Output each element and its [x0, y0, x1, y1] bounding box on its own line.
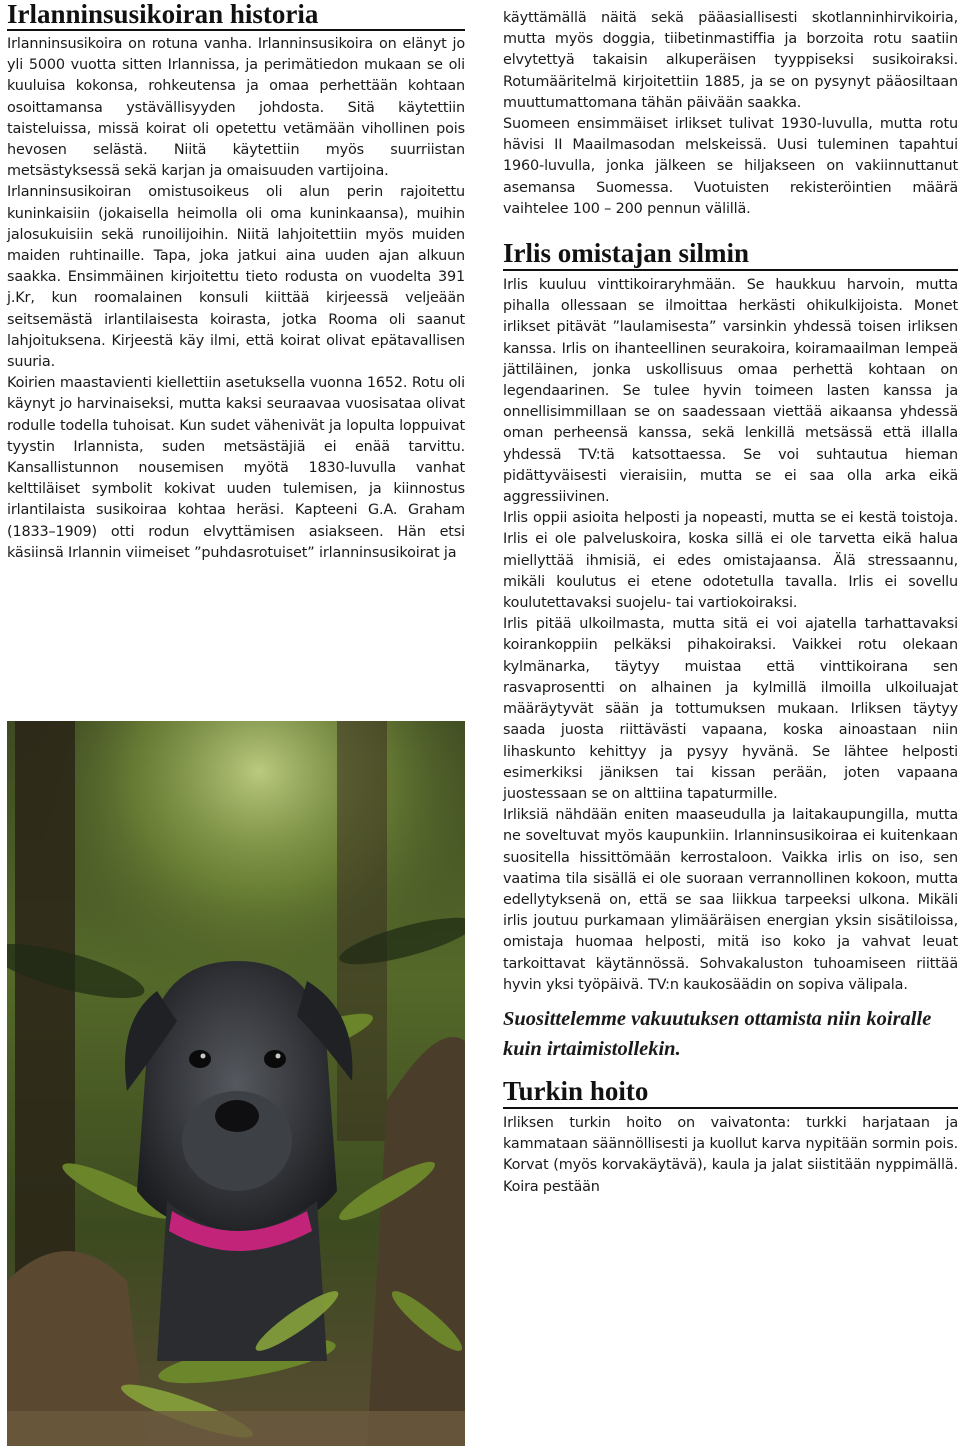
coat-care-paragraph-1: Irliksen turkin hoito on vaivatonta: turkki harjataan ja kammataan säännöllisesti ja kuollut karva nypitään sormin pois. Korvat (myös korvakäytävä), kaula ja jalat siistitään nyppimällä. Koira pestään	[503, 1114, 958, 1195]
history-continued-paragraph-2: Suomeen ensimmäiset irlikset tulivat 1930-luvulla, mutta rotu hävisi II Maailmasodan melskeissä. Uusi tuleminen tapahtui 1960-luvulla, jonka jälkeen se hiljakseen on vakiinnuttanut asemansa Suomessa. Vuotuisten rekisteröintien määrä vaihtelee 100 – 200 pennun välillä.	[503, 116, 958, 217]
history-continued-paragraph-1: käyttämällä näitä sekä pääasiallisesti skotlanninhirvikoiria, mutta myös doggia, tiibetinmastiffia ja borzoita rotu saatiin elvytettyä takaisin alkuperäisen tyyppiseksi susikoiraksi. Rotumääritelmä kirjoitettiin 1885, ja se on pysynyt pääosiltaan muuttumattomana tähän päivään saakka.	[503, 10, 958, 111]
history-paragraph-3: Koirien maastavienti kiellettiin asetuksella vuonna 1652. Rotu oli käynyt jo harvinaiseksi, mutta kaksi seuraavaa vuosisataa olivat rodulle todella tuhoisat. Kun sudet vähenivät ja lopulta loppuivat tyystin Irlannista, suden metsästäjiä ei enää tarvittu. Kansallistunnon nousemisen myötä 1830-luvulla vanhat kelttiläiset symbolit kokivat uuden tulemisen, ja kiinnostus irlantilaista susikoiraa kohtaa heräsi. Kapteeni G.A. Graham (1833–1909) otti rodun elvyttämisen asiakseen. Hän etsi käsiinsä Irlannin viimeiset ”puhdasrotuiset” irlanninsusikoirat ja	[7, 375, 465, 561]
left-column	[7, 0, 465, 1450]
history-paragraph-2: Irlanninsusikoiran omistusoikeus oli alun perin rajoitettu kuninkaisiin (jokaisella heimolla oli oma kuninkaansa), muihin jalosukuisiin sekä runoilijoihin. Niitä lahjoitettiin myös muiden maiden ruhtinaille. Tapa, joka jatkui aina uuden ajan alkuun saakka. Ensimmäinen kirjoitettu tieto rodusta on vuodelta 391 j.Kr, kun roomalainen konsuli kiittää kirjeessä veljeään seitsemästä irlantilaisesta koirasta, jotka Rooma oli saanut lahjoituksena. Kirjeestä käy ilmi, että koirat olivat epätavallisen suuria.	[7, 184, 465, 371]
puppy-photo	[7, 721, 465, 1446]
right-column	[503, 0, 958, 1450]
owner-perspective-title: Irlis omistajan silmin	[503, 234, 958, 271]
coat-care-title: Turkin hoito	[503, 1072, 958, 1109]
owner-paragraph-1: Irlis kuuluu vinttikoiraryhmään. Se haukkuu harvoin, mutta pihalla ollessaan se ilmoittaa herkästi ohikulkijoista. Monet irlikset pitävät ”laulamisesta” varsinkin yhdessä toisen irliksen kanssa. Irlis on ihanteellinen seurakoira, koiramaailman lempeä jättiläinen, jonka uskollisuus omaa perhettä kohtaan on legendaarinen. Se tulee hyvin toimeen lasten kanssa ja onnellisimmillaan se on saadessaan viettää aikaansa yhdessä oman perheensä kanssa, sekä lenkillä metsässä että illalla yhdessä TV:tä katsottaessa. Se voi suhtautua hieman pidättyväisesti vieraisiin, mutta se ei saa olla arka eikä aggressiivinen.	[503, 277, 958, 506]
owner-paragraph-4: Irliksiä nähdään eniten maaseudulla ja laitakaupungilla, mutta ne soveltuvat myös kaupunkiin. Irlanninsusikoiraa ei kuitenkaan suositella hissittömään kerrostaloon. Vaikka irlis on iso, sen vaatima tila sisällä ei ole suoraan verrannollinen kokoon, mutta edellytyksenä on, että se saa liikkua tarpeeksi ulkona. Mikäli irlis joutuu purkamaan ylimääräisen energian yksin sisätiloissa, omistaja huomaa helposti, mitä iso koko ja vahvat leuat tarkoittavat käytännössä. Sohvakaluston tuhoamiseen riittää hyvin yksi työpäivä. TV:n kaukosäädin on sopiva välipala.	[503, 807, 958, 993]
history-paragraph-1: Irlanninsusikoira on rotuna vanha. Irlanninsusikoira on elänyt jo yli 5000 vuotta sitten Irlannissa, ja perimätiedon mukaan se oli kuuluisa kokonsa, rohkeutensa ja omaa perhettään kohtaan osoittamansa ystävällisyyden johdosta. Sitä käytettiin taisteluissa, missä koirat oli opetettu vetämään vihollinen pois hevosen selästä. Niitä käytettiin myös suurriistan metsästyksessä sekä karjan ja omaisuuden vartijoina.	[7, 36, 465, 180]
puppy-in-forest-image	[7, 721, 465, 1446]
history-title: Irlanninsusikoiran historia	[7, 0, 465, 31]
owner-paragraph-2: Irlis oppii asioita helposti ja nopeasti, mutta se ei kestä toistoja. Irlis ei ole palveluskoira, koska sillä ei ole tarvetta eikä halua miellyttää ihmisiä, ei edes omistajaansa. Älä stressaannu, mikäli koulutus ei etene odotetulla tavalla. Irlis ei sovellu koulutettavaksi suojelu- tai vartiokoiraksi.	[503, 510, 958, 612]
insurance-recommendation: Suosittelemme vakuutuksen ottamista niin koiralle kuin irtaimistollekin.	[503, 1007, 932, 1060]
owner-paragraph-3: Irlis pitää ulkoilmasta, mutta sitä ei voi ajatella tarhattavaksi koirankoppiin pelkäksi pihakoiraksi. Vaikkei rotu olekaan kylmänarka, täytyy muistaa että vinttikoirana sen rasvaprosentti on alhainen ja kylmillä ilmoilla ulkoiluajat määräytyvät sään ja tottumuksen mukaan. Irliksen täytyy saada juosta riittävästi vapaana, koska ainoastaan niin lihaskunto kehittyy ja pysyy hyvänä. Se lähtee helposti esimerkiksi jäniksen tai kissan perään, joten vapaana juostessaan se on alttiina tapaturmille.	[503, 616, 958, 802]
